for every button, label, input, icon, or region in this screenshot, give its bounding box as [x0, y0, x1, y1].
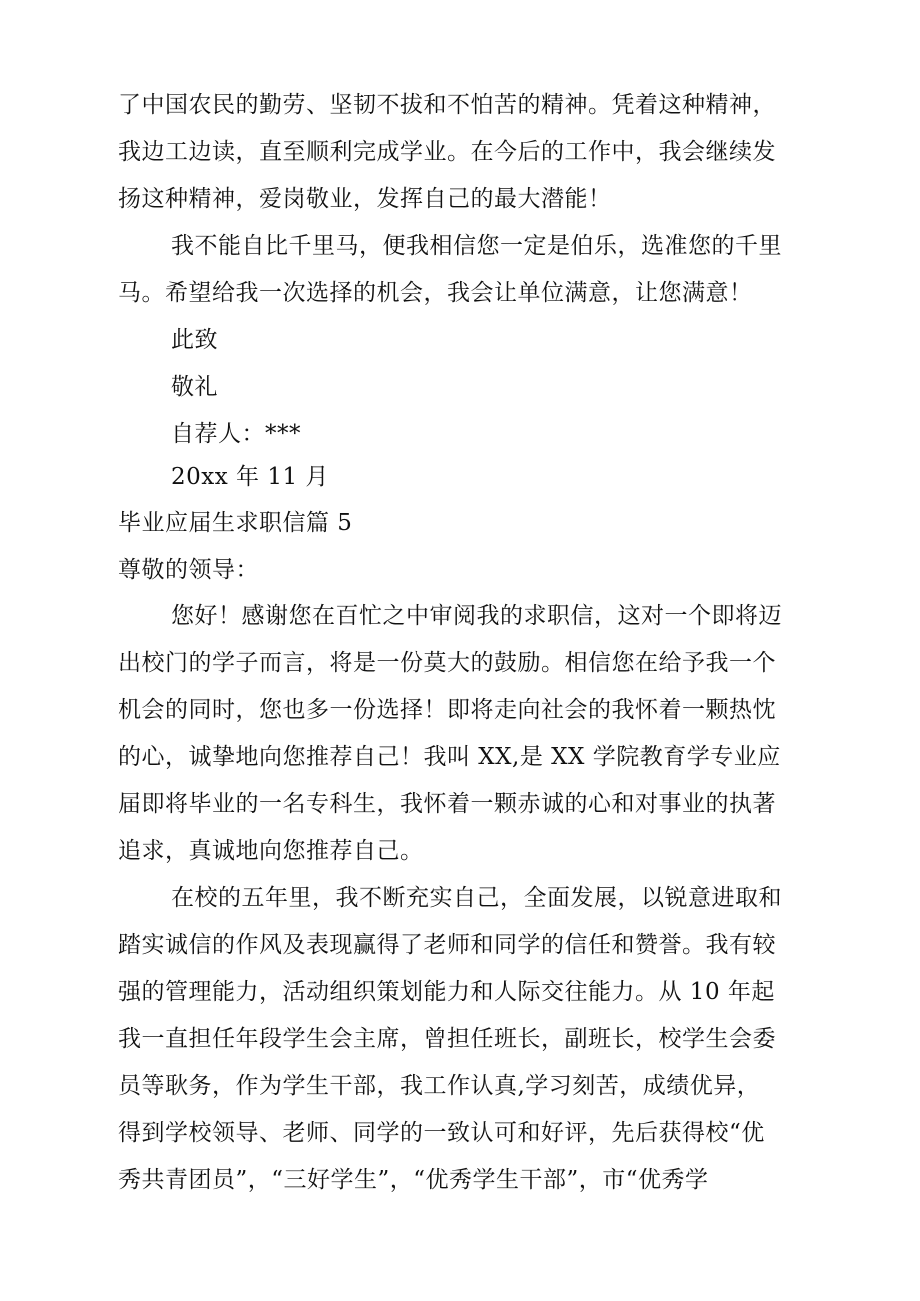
closing-salutation: 此致 — [171, 327, 218, 353]
text-line: 我不能自比千里马，便我相信您一定是伯乐，选准您的千里 — [171, 233, 782, 259]
signature-line: 自荐人：*** — [171, 421, 301, 447]
text-line: 在校的五年里，我不断充实自己，全面发展，以锐意进取和 — [171, 885, 782, 911]
text-line: 秀共青团员”，“三好学生”，“优秀学生干部”，市“优秀学 — [118, 1167, 709, 1193]
text-line: 员等耿务，作为学生干部，我工作认真,学习刻苦，成绩优异， — [118, 1073, 761, 1099]
text-line: 扬这种精神，爱岗敬业，发挥自己的最大潜能！ — [118, 186, 612, 212]
text-line: 得到学校领导、老师、同学的一致认可和好评，先后获得校“优 — [118, 1120, 765, 1146]
text-line: 出校门的学子而言，将是一份莫大的鼓励。相信您在给予我一个 — [118, 650, 776, 676]
date-line: 20xx 年 11 月 — [171, 464, 329, 490]
text-line: 了中国农民的勤劳、坚韧不拔和不怕苦的精神。凭着这种精神， — [118, 92, 776, 118]
text-line: 强的管理能力，活动组织策划能力和人际交往能力。从 10 年起 — [118, 979, 775, 1005]
text-line: 机会的同时，您也多一份选择！即将走向社会的我怀着一颗热忱 — [118, 697, 776, 723]
greeting-line: 尊敬的领导： — [118, 557, 259, 583]
text-line: 届即将毕业的一名专科生，我怀着一颗赤诚的心和对事业的执著 — [118, 791, 776, 817]
text-line: 您好！感谢您在百忙之中审阅我的求职信，这对一个即将迈 — [171, 603, 782, 629]
text-line: 踏实诚信的作风及表现赢得了老师和同学的信任和赞誉。我有较 — [118, 932, 776, 958]
text-line: 我边工边读，直至顺利完成学业。在今后的工作中，我会继续发 — [118, 139, 776, 165]
text-line: 的心，诚挚地向您推荐自己！我叫 XX,是 XX 学院教育学专业应 — [118, 744, 781, 770]
text-line: 马。希望给我一次选择的机会，我会让单位满意，让您满意！ — [118, 280, 753, 306]
section-title: 毕业应届生求职信篇 5 — [118, 510, 353, 536]
text-line: 我一直担任年段学生会主席，曾担任班长，副班长，校学生会委 — [118, 1026, 776, 1052]
closing-regards: 敬礼 — [171, 374, 218, 400]
text-line: 追求，真诚地向您推荐自己。 — [118, 838, 424, 864]
